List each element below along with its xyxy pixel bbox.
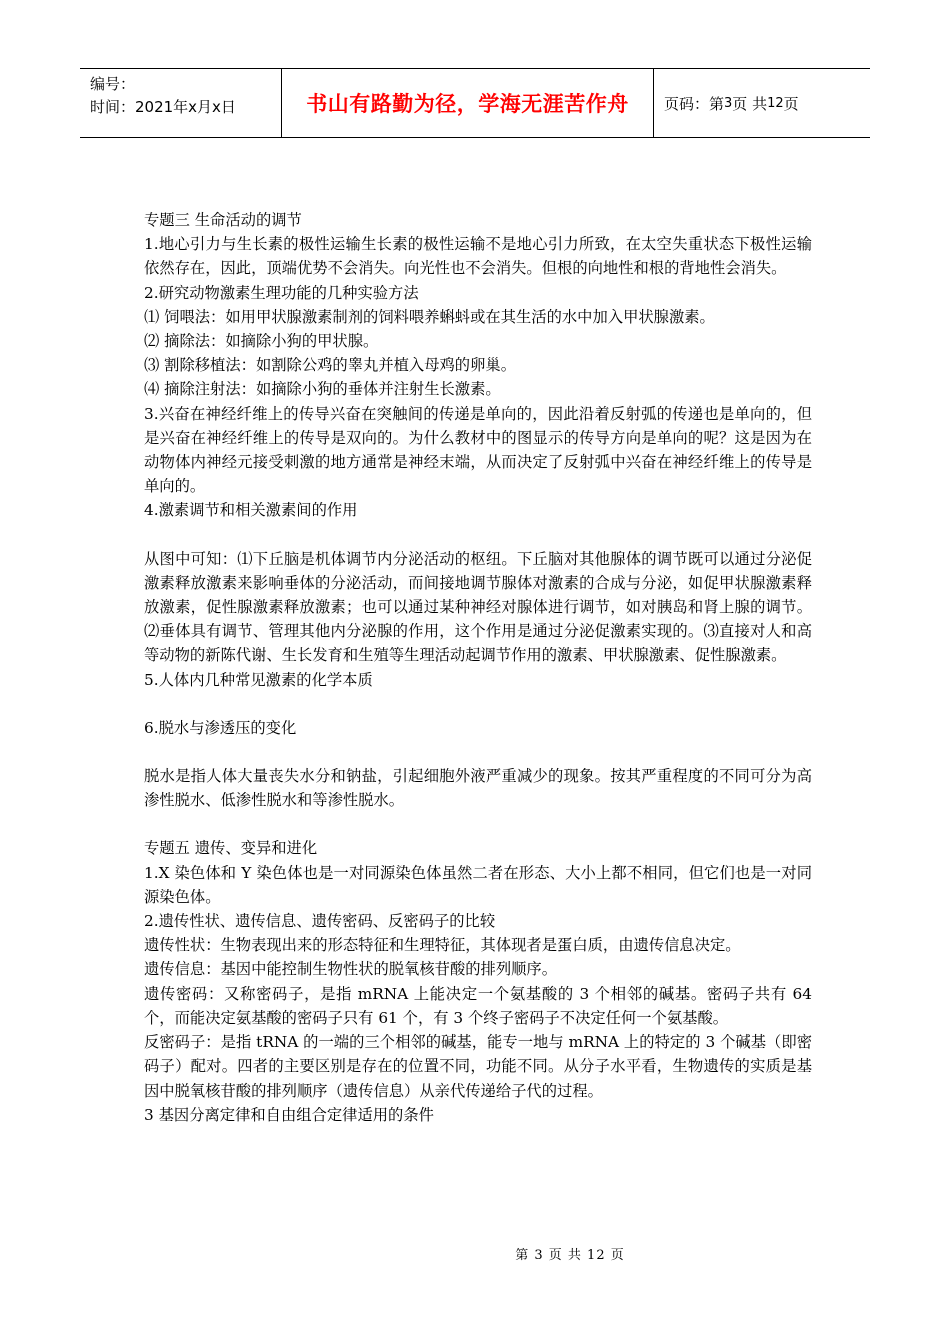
page-suffix: 页 xyxy=(783,94,799,113)
section-heading: 专题五 遗传、变异和进化 xyxy=(144,839,318,858)
paragraph: 脱水是指人体大量丧失水分和钠盐，引起细胞外液严重减少的现象。按其严重程度的不同可分为高渗性脱水、低渗性脱水和等渗性脱水。 xyxy=(144,767,812,810)
paragraph: 1.X 染色体和 Y 染色体也是一对同源染色体虽然二者在形态、大小上都不相同，但它们也是一对同源染色体。 xyxy=(144,863,812,906)
paragraph: 遗传密码：又称密码子，是指 mRNA 上能决定一个氨基酸的 3 个相邻的碱基。密码子共有 64 个，而能决定氨基酸的密码子只有 61 个，有 3 个终子密码子不决定任何一个氨基酸。 xyxy=(144,984,812,1027)
header-page-info xyxy=(654,69,870,137)
page-number: 3 xyxy=(724,95,733,111)
list-item: ⑵ 摘除法：如摘除小狗的甲状腺。 xyxy=(144,332,379,351)
section-heading: 专题三 生命活动的调节 xyxy=(144,211,302,229)
paragraph: 6.脱水与渗透压的变化 xyxy=(144,718,297,737)
document-body xyxy=(144,208,812,1127)
motto-text: 书山有路勤为径，学海无涯苦作舟 xyxy=(306,92,629,116)
header-motto xyxy=(281,69,654,137)
paragraph: 遗传性状：生物表现出来的形态特征和生理特征，其体现者是蛋白质，由遗传信息决定。 xyxy=(144,936,741,955)
page-footer xyxy=(0,1244,950,1263)
paragraph: 2.研究动物激素生理功能的几种实验方法 xyxy=(144,283,419,302)
page-prefix: 页码：第 xyxy=(664,94,725,113)
paragraph: 3.兴奋在神经纤维上的传导兴奋在突触间的传递是单向的，因此沿着反射弧的传递也是单向的，但是兴奋在神经纤维上的传导是双向的。为什么教材中的图显示的传导方向是单向的呢？这是因为在动物体内神经元接受刺激的地方通常是神经末端，从而决定了反射弧中兴奋在神经纤维上的传导是单向的。 xyxy=(144,404,812,496)
header-meta xyxy=(80,69,281,137)
page-mid: 页 共 xyxy=(732,94,768,113)
paragraph: 3 基因分离定律和自由组合定律适用的条件 xyxy=(144,1105,434,1124)
spacer xyxy=(144,812,812,836)
paragraph: 2.遗传性状、遗传信息、遗传密码、反密码子的比较 xyxy=(144,912,496,931)
page-total: 12 xyxy=(767,95,784,111)
table-placeholder xyxy=(144,692,812,716)
document-date: 时间：2021年x月x日 xyxy=(90,98,236,116)
footer-page-number: 第 3 页 共 12 页 xyxy=(515,1248,625,1263)
paragraph: 反密码子：是指 tRNA 的一端的三个相邻的碱基，能专一地与 mRNA 上的特定的 3 个碱基（即密码子）配对。四者的主要区别是存在的位置不同，功能不同。从分子水平看，生物遗传的实质是基因中脱氧核苷酸的排列顺序（遗传信息）从亲代传递给子代的过程。 xyxy=(144,1033,812,1100)
paragraph: 5.人体内几种常见激素的化学本质 xyxy=(144,670,373,689)
paragraph: 1.地心引力与生长素的极性运输生长素的极性运输不是地心引力所致，在太空失重状态下极性运输依然存在，因此，顶端优势不会消失。向光性也不会消失。但根的向地性和根的背地性会消失。 xyxy=(144,235,812,278)
paragraph: 4.激素调节和相关激素间的作用 xyxy=(144,501,358,520)
page-header xyxy=(80,68,870,138)
figure-placeholder xyxy=(144,523,812,547)
figure-placeholder xyxy=(144,740,812,764)
list-item: ⑴ 饲喂法：如用甲状腺激素制剂的饲料喂养蝌蚪或在其生活的水中加入甲状腺激素。 xyxy=(144,307,715,326)
paragraph: 从图中可知：⑴下丘脑是机体调节内分泌活动的枢纽。下丘脑对其他腺体的调节既可以通过分泌促激素释放激素来影响垂体的分泌活动，而间接地调节腺体对激素的合成与分泌，如促甲状腺激素释放激素，促性腺激素释放激素；也可以通过某种神经对腺体进行调节，如对胰岛和肾上腺的调节。⑵垂体具有调节、管理其他内分泌腺的作用，这个作用是通过分泌促激素实现的。⑶直接对人和高等动物的新陈代谢、生长发育和生殖等生理活动起调节作用的激素、甲状腺激素、促性腺激素。 xyxy=(144,549,812,665)
list-item: ⑷ 摘除注射法：如摘除小狗的垂体并注射生长激素。 xyxy=(144,380,501,399)
list-item: ⑶ 割除移植法：如割除公鸡的睾丸并植入母鸡的卵巢。 xyxy=(144,356,516,375)
document-number: 编号： xyxy=(90,75,136,93)
paragraph: 遗传信息：基因中能控制生物性状的脱氧核苷酸的排列顺序。 xyxy=(144,960,558,979)
